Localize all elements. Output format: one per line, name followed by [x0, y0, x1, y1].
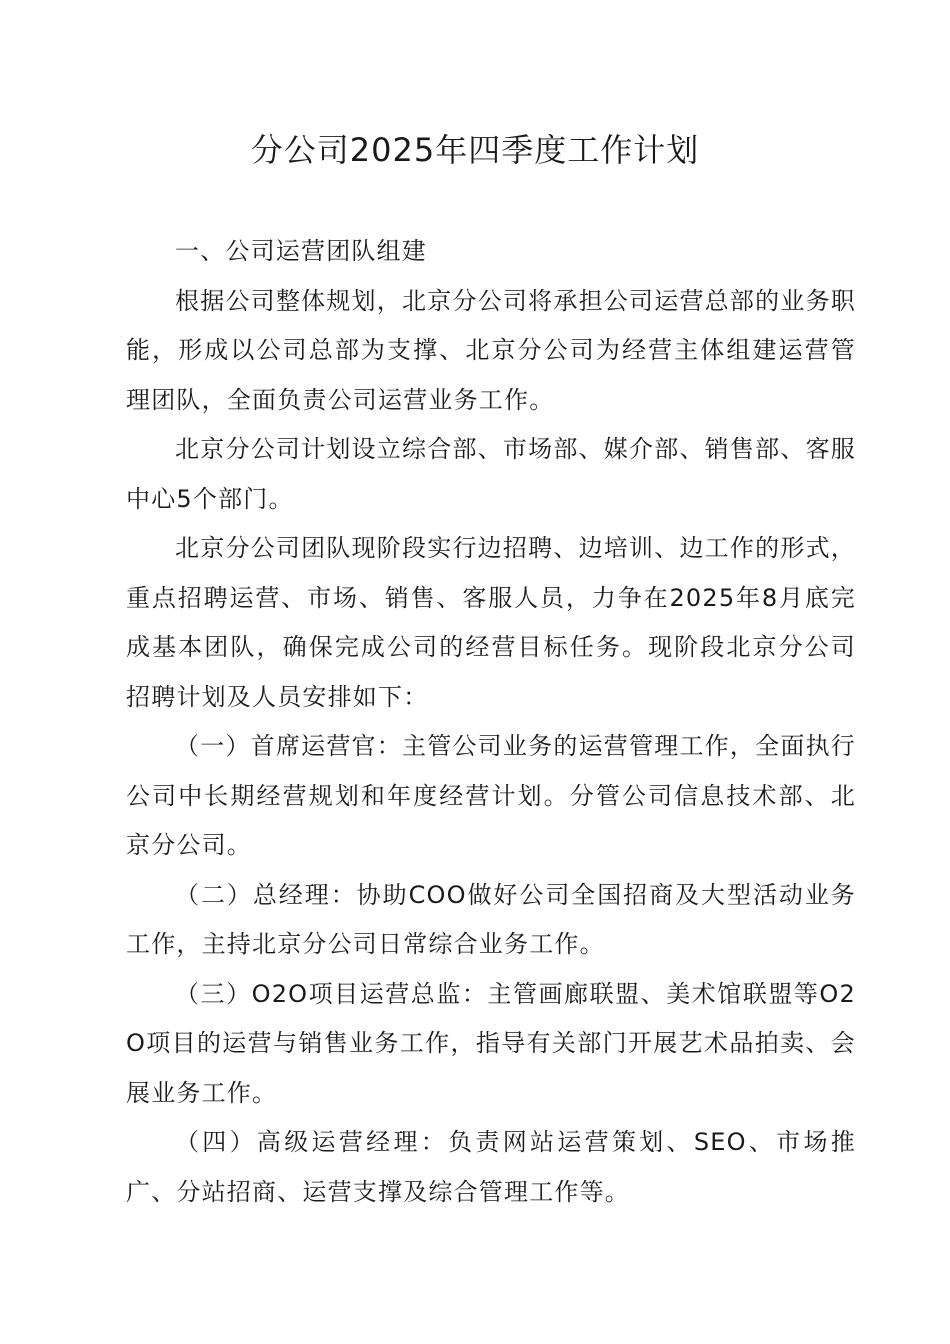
paragraph: （三）O2O项目运营总监：主管画廊联盟、美术馆联盟等O2O项目的运营与销售业务工作，指导有关部门开展艺术品拍卖、会展业务工作。 — [126, 979, 856, 1107]
paragraph: （一）首席运营官：主管公司业务的运营管理工作，全面执行公司中长期经营规划和年度经营计划。分管公司信息技术部、北京分公司。 — [126, 732, 856, 859]
document-title: 分公司2025年四季度工作计划 — [250, 131, 700, 169]
paragraph: （四）高级运营经理：负责网站运营策划、SEO、市场推广、分站招商、运营支撑及综合管理工作等。 — [126, 1128, 856, 1206]
paragraph: 北京分公司计划设立综合部、市场部、媒介部、销售部、客服中心5个部门。 — [126, 435, 856, 513]
document-body — [126, 227, 856, 1217]
section-heading: 一、公司运营团队组建 — [175, 237, 427, 265]
paragraph: 北京分公司团队现阶段实行边招聘、边培训、边工作的形式，重点招聘运营、市场、销售、客服人员，力争在2025年8月底完成基本团队，确保完成公司的经营目标任务。现阶段北京分公司招聘计划及人员安排如下： — [126, 534, 856, 711]
paragraph: 根据公司整体规划，北京分公司将承担公司运营总部的业务职能，形成以公司总部为支撑、北京分公司为经营主体组建运营管理团队，全面负责公司运营业务工作。 — [126, 286, 856, 414]
paragraph: （二）总经理：协助COO做好公司全国招商及大型活动业务工作，主持北京分公司日常综合业务工作。 — [126, 880, 856, 958]
